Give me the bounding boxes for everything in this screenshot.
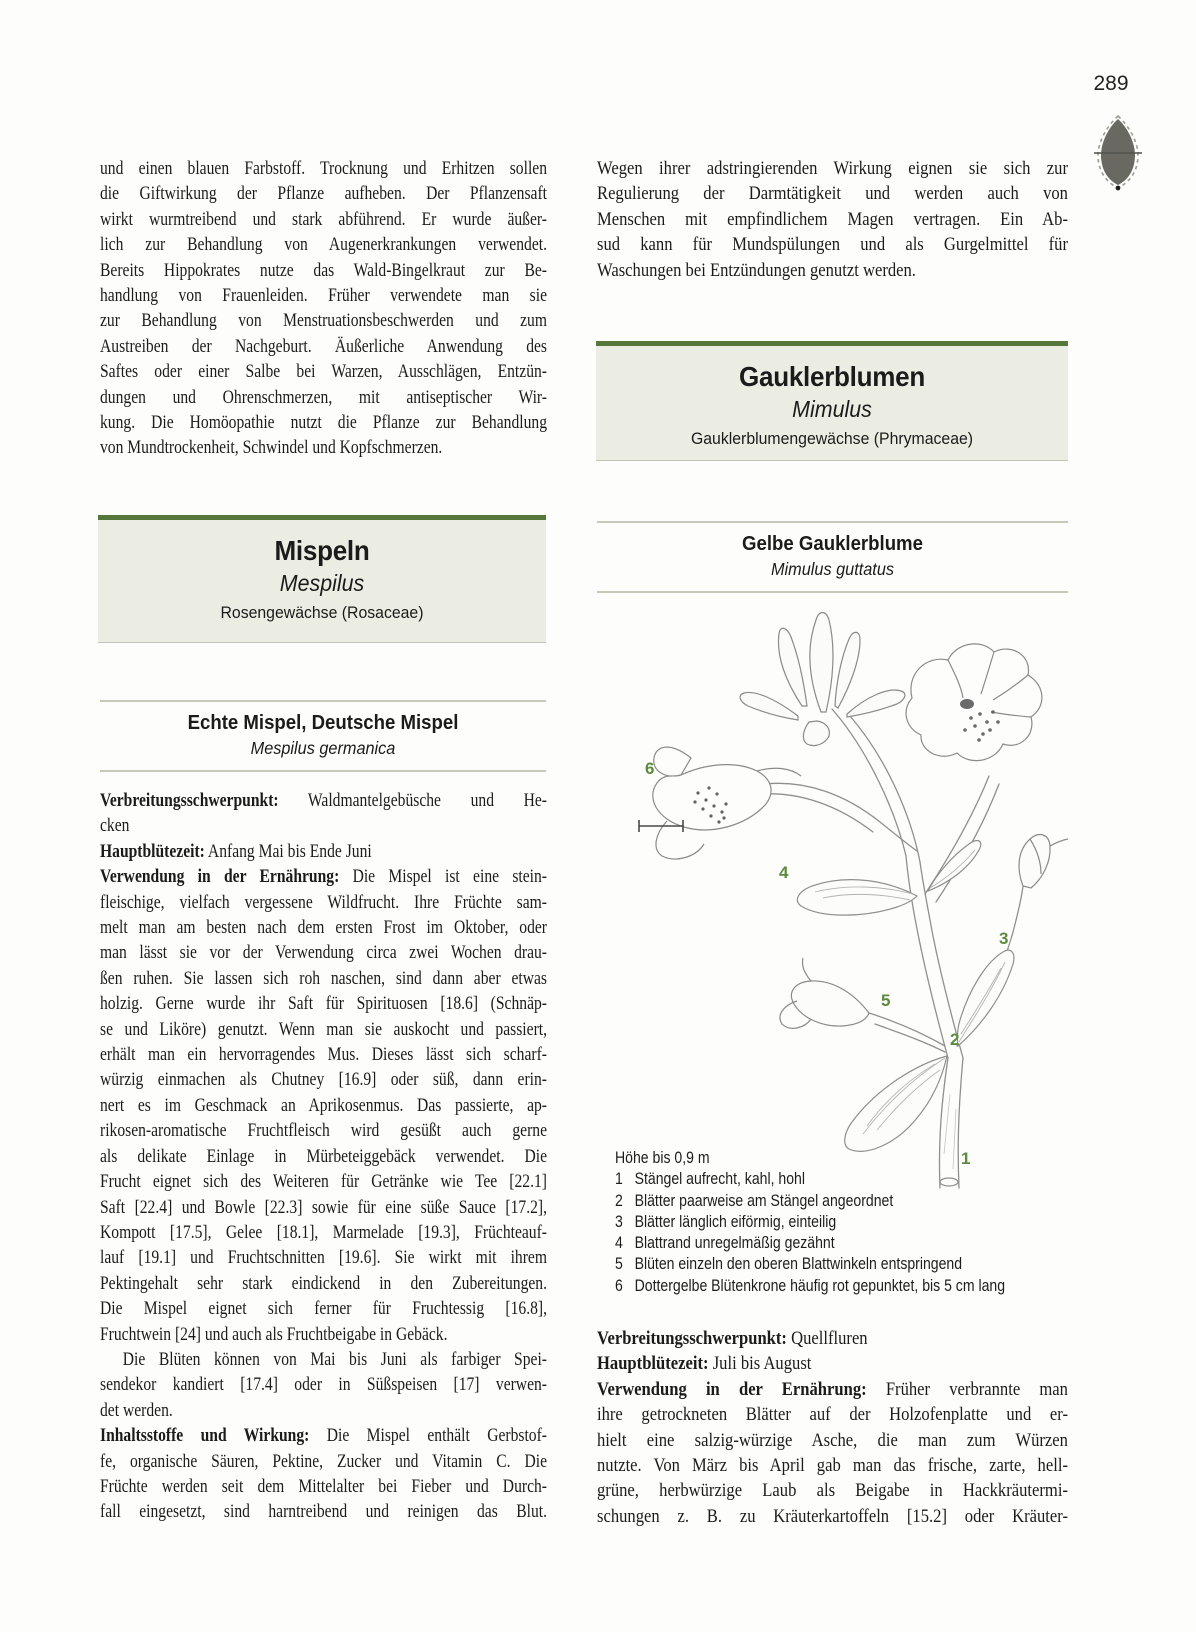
species-title: Gelbe Gauklerblume [742, 533, 923, 555]
text-line: von Mundtrockenheit, Schwindel und Kopfschmerzen. [100, 438, 443, 459]
illustration-marker-5: 5 [881, 991, 891, 1010]
botanical-illustration [595, 594, 1068, 1190]
text-line: Verbreitungsschwerpunkt: Quellfluren [597, 1329, 868, 1349]
genus-family: Rosengewächse (Rosaceae) [220, 603, 424, 622]
text-line: dungen und Ohrenschmerzen, mit antiseptischer Wir- [100, 387, 548, 408]
legend-text: Blüten einzeln den oberen Blattwinkeln entspringend [634, 1255, 963, 1274]
text-line: det werden. [100, 1400, 173, 1421]
illustration-marker-1: 1 [961, 1149, 971, 1168]
legend-row [615, 1233, 1045, 1254]
text-line: Fruchtwein [24] und auch als Fruchtbeigabe in Gebäck. [100, 1324, 448, 1345]
species-latin: Mimulus guttatus [770, 559, 895, 579]
legend-row [615, 1254, 1045, 1275]
text-line: Die Blüten können von Mai bis Juni als farbiger Spei- [122, 1349, 548, 1370]
text-line: Frucht eignet sich des Weiteren für Getränke wie Tee [22.1] [100, 1172, 548, 1193]
text-line: fall eingesetzt, sind harntreibend und reinigen das Blut. [100, 1502, 548, 1523]
illustration-legend [615, 1148, 1045, 1297]
page-number: 289 [1093, 72, 1129, 95]
legend-number: 5 [615, 1255, 623, 1274]
legend-number: 3 [615, 1212, 623, 1231]
genus-latin: Mespilus [279, 570, 365, 596]
text-line: rikosen-aromatische Fruchtfleisch wird gesüßt auch gerne [100, 1121, 548, 1142]
legend-row [615, 1169, 1045, 1190]
illustration-marker-2: 2 [950, 1030, 960, 1049]
text-line: und einen blauen Farbstoff. Trocknung und Erhitzen sollen [100, 159, 548, 179]
text-line: nutzte. Von März bis April gab man das frische, zarte, hell- [597, 1456, 1068, 1477]
legend-row [615, 1191, 1045, 1212]
genus-title: Gauklerblumen [739, 361, 925, 392]
text-line: ßen ruhen. Sie lassen sich roh naschen, sind dann aber etwas [100, 968, 548, 989]
legend-row [615, 1276, 1045, 1297]
plant-drawing [595, 594, 1068, 1190]
text-line: die Giftwirkung der Pflanze aufheben. Der Pflanzensaft [100, 184, 548, 205]
species-header-gelbe-gauklerblume [597, 521, 1068, 593]
legend-text: Blätter länglich eiförmig, einteilig [634, 1212, 837, 1231]
genus-box-gauklerblumen [596, 341, 1068, 461]
text-line: kung. Die Homöopathie nutzt die Pflanze zur Behandlung [100, 413, 548, 434]
genus-latin: Mimulus [792, 396, 872, 422]
species-latin: Mespilus germanica [250, 738, 396, 758]
text-line: Verwendung in der Ernährung: Die Mispel ist eine stein- [100, 867, 548, 888]
text-line: Wegen ihrer adstringierenden Wirkung eignen sie sich zur [597, 159, 1068, 179]
text-line: Kompott [17.5], Gelee [18.1], Marmelade [19.3], Früchteauf- [100, 1222, 548, 1243]
text-line: lich zur Behandlung von Augenerkrankungen verwendet. [100, 235, 548, 256]
text-line: lauf [19.1] und Fruchtschnitten [19.6]. Sie wirkt mit ihrem [100, 1248, 548, 1269]
text-line: Inhaltsstoffe und Wirkung: Die Mispel enthält Gerbstof- [100, 1426, 548, 1447]
legend-number: 1 [615, 1170, 623, 1189]
text-line: Saftes oder einer Salbe bei Warzen, Ausschlägen, Entzün- [100, 362, 548, 383]
text-line: Hauptblütezeit: Anfang Mai bis Ende Juni [100, 841, 372, 862]
legend-text: Blätter paarweise am Stängel angeordnet [634, 1191, 894, 1210]
leaf-icon [1092, 110, 1144, 194]
text-line: ihre getrockneten Blätter auf der Holzofenplatte und er- [597, 1405, 1068, 1426]
text-line: fleischige, vielfach vergessene Wildfrucht. Ihre Früchte sam- [100, 892, 548, 913]
text-line: Austreiben der Nachgeburt. Äußerliche Anwendung des [100, 336, 548, 357]
text-line: sendekor kandiert [17.4] oder in Süßspeisen [17] verwen- [100, 1375, 548, 1396]
right-intro-paragraph [597, 157, 1068, 284]
text-line: zur Behandlung von Menstruationsbeschwerden und zum [100, 311, 548, 332]
text-line: Bereits Hippokrates nutze das Wald-Bingelkraut zur Be- [100, 260, 548, 281]
text-line: fe, organische Säuren, Pektine, Zucker und Vitamin C. Die [100, 1451, 548, 1472]
legend-number: 2 [615, 1191, 623, 1210]
text-line: Verwendung in der Ernährung: Früher verbrannte man [597, 1379, 1068, 1400]
text-line: Früchte werden seit dem Mittelalter bei Fieber und Durch- [100, 1476, 548, 1497]
illustration-marker-3: 3 [999, 929, 1009, 948]
legend-number: 6 [615, 1276, 623, 1295]
legend-text: Stängel aufrecht, kahl, hohl [634, 1170, 805, 1189]
illustration-marker-4: 4 [779, 863, 789, 882]
text-line: erhält man ein hervorragendes Mus. Dieses lässt sich scharf- [100, 1045, 548, 1066]
text-line: holzig. Gerne wurde ihr Saft für Spirituosen [18.6] (Schnäp- [100, 994, 548, 1015]
species-header-echte-mispel [100, 700, 546, 772]
text-line: Pektingehalt sehr stark eindickend in den Zubereitungen. [100, 1273, 548, 1294]
text-line: handlung von Frauenleiden. Früher verwendete man sie [100, 286, 548, 307]
left-body-paragraph [100, 789, 547, 1526]
text-line: wirkt wurmtreibend und stark abführend. Er wurde äußer- [100, 209, 548, 230]
text-line: cken [100, 816, 130, 837]
species-title: Echte Mispel, Deutsche Mispel [187, 712, 459, 734]
illustration-marker-6: 6 [645, 759, 655, 778]
text-line: Waschungen bei Entzündungen genutzt werden. [597, 260, 916, 281]
genus-box-mispeln [98, 515, 546, 643]
text-line: hielt eine salzig-würzige Asche, die man zum Würzen [597, 1430, 1068, 1451]
text-line: melt man am besten nach dem ersten Frost im Oktober, oder [100, 918, 548, 939]
legend-rows [615, 1169, 1045, 1297]
height-note: Höhe bis 0,9 m [615, 1149, 710, 1167]
right-body-paragraph [597, 1327, 1068, 1530]
genus-family: Gauklerblumengewächse (Phrymaceae) [690, 429, 974, 448]
text-line: Hauptblütezeit: Juli bis August [597, 1354, 812, 1375]
legend-number: 4 [615, 1234, 623, 1253]
text-line: man lässt sie vor der Verwendung circa zwei Wochen drau- [100, 943, 548, 964]
legend-text: Dottergelbe Blütenkrone häufig rot gepunktet, bis 5 cm lang [634, 1276, 1006, 1295]
text-line: nert es im Geschmack an Aprikosenmus. Das passierte, ap- [100, 1095, 548, 1116]
left-intro-paragraph [100, 157, 547, 462]
genus-title: Mispeln [274, 535, 370, 566]
text-line: als delikate Einlage in Mürbeteiggebäck verwendet. Die [100, 1146, 548, 1167]
text-line: sud kann für Mundspülungen und als Gurgelmittel für [597, 235, 1068, 256]
text-line: schungen z. B. zu Kräuterkartoffeln [15.2] oder Kräuter- [597, 1506, 1068, 1527]
legend-text: Blattrand unregelmäßig gezähnt [634, 1234, 835, 1253]
text-line: Menschen mit empfindlichem Magen vertragen. Ein Ab- [597, 209, 1068, 230]
text-line: Regulierung der Darmtätigkeit und werden auch von [597, 184, 1068, 205]
text-line: Die Mispel eignet sich ferner für Fruchtessig [16.8], [100, 1299, 548, 1320]
text-line: grüne, herbwürzige Laub als Beigabe in Hackkräutermi- [597, 1481, 1068, 1502]
text-line: Verbreitungsschwerpunkt: Waldmantelgebüsche und He- [100, 791, 548, 811]
text-line: würzig einmachen als Chutney [16.9] oder süß, dann erin- [100, 1070, 548, 1091]
legend-row [615, 1212, 1045, 1233]
text-line: Saft [22.4] und Bowle [22.3] sowie für eine süße Sauce [17.2], [100, 1197, 548, 1218]
text-line: se und Liköre) genutzt. Wenn man sie auskocht und passiert, [100, 1019, 548, 1040]
